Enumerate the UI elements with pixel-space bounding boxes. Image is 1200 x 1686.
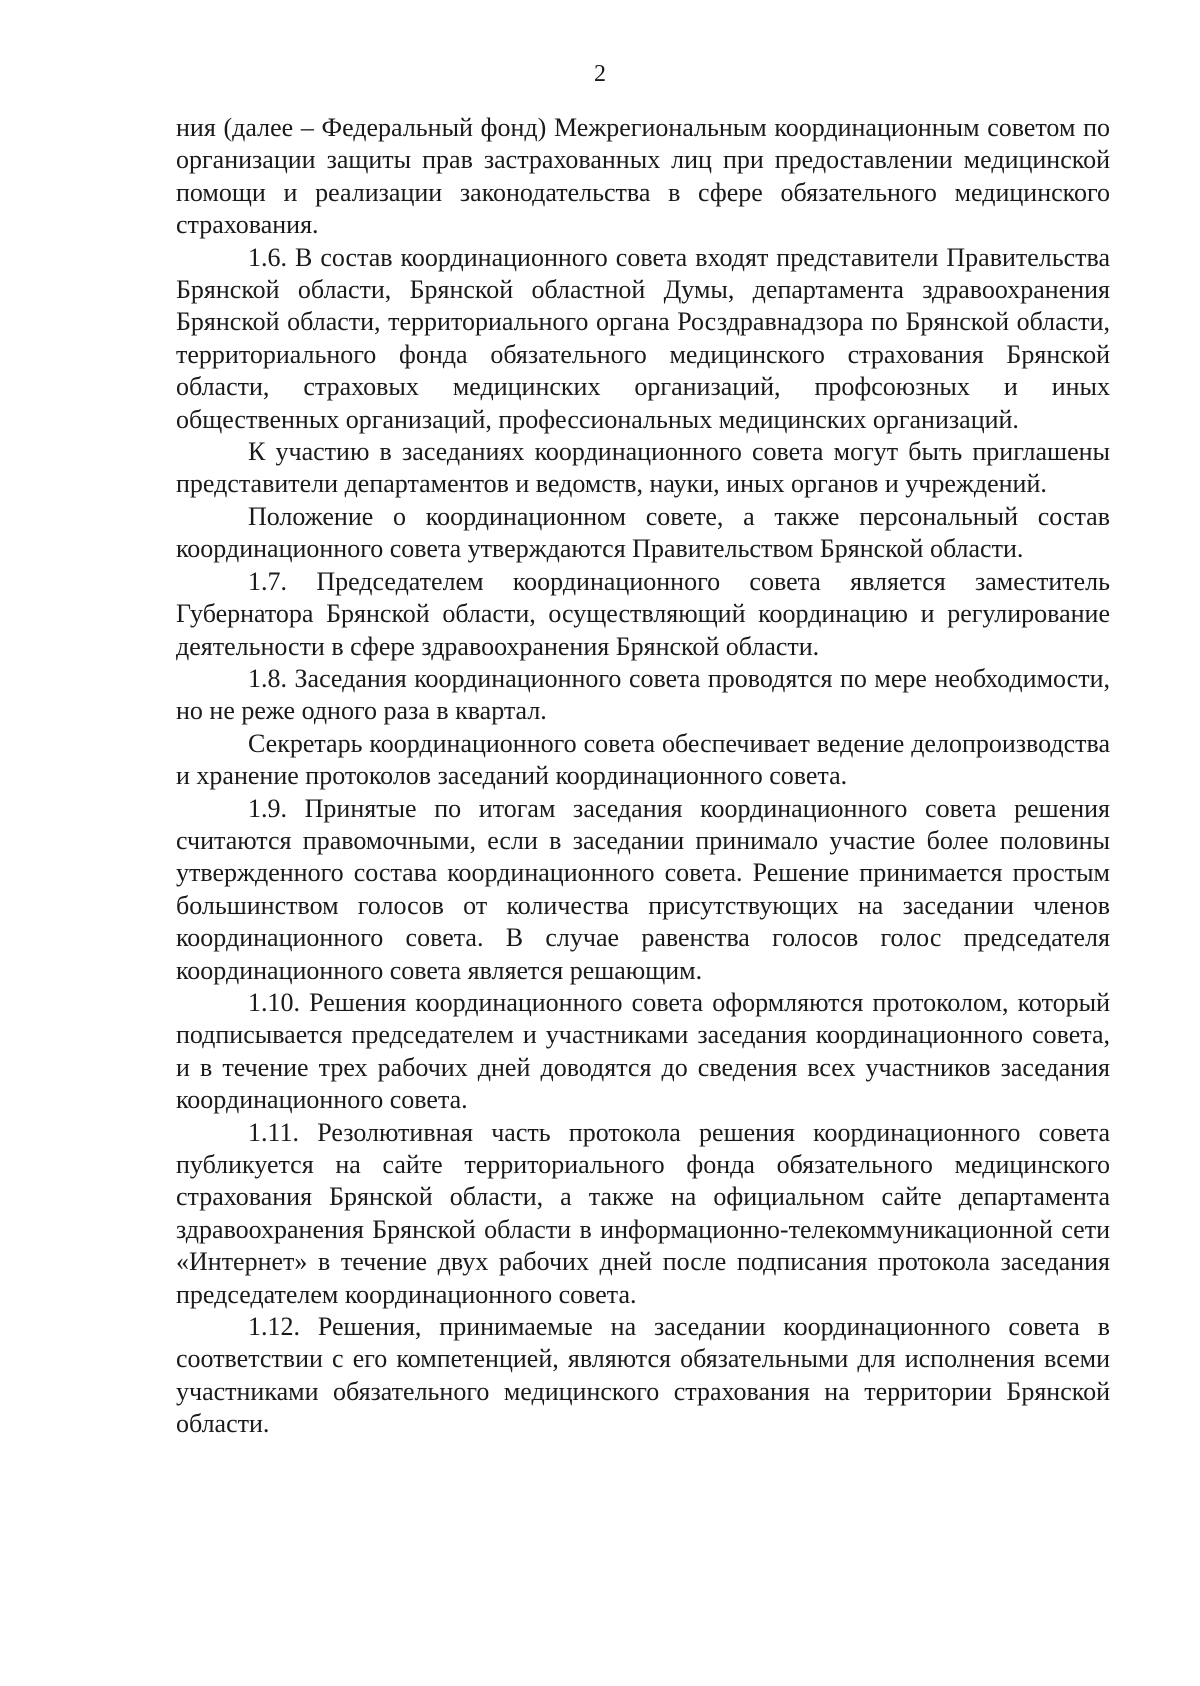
paragraph-1-6: 1.6. В состав координационного совета входят представители Правительства Брянской области, Брянской областной Думы, департамента здравоохранения Брянской области, территориального органа Росздравнадзора по Брянской области, территориального фонда обязательного медицинского страхования Брянской области, страховых медицинских организаций, профсоюзных и иных общественных организаций, профессиональных медицинских организаций. — [176, 242, 1110, 434]
paragraph-1-12: 1.12. Решения, принимаемые на заседании координационного совета в соответствии с его компетенцией, являются обязательными для исполнения всеми участниками обязательного медицинского страхования на территории Брянской области. — [176, 1312, 1110, 1439]
document-body — [176, 112, 1110, 1441]
paragraph-continuation: ния (далее – Федеральный фонд) Межрегиональным координационным советом по организации защиты прав застрахованных лиц при предоставлении медицинской помощи и реализации законодательства в сфере обязательного медицинского страхования. — [176, 113, 1110, 240]
paragraph-secretary: Секретарь координационного совета обеспечивает ведение делопроизводства и хранение протоколов заседаний координационного совета. — [176, 728, 1110, 791]
paragraph-invited-participants: К участию в заседаниях координационного совета могут быть приглашены представители департаментов и ведомств, науки, иных органов и учреждений. — [176, 437, 1110, 499]
paragraph-regulation: Положение о координационном совете, а также персональный состав координационного совета утверждаются Правительством Брянской области. — [176, 501, 1110, 564]
paragraph-1-10: 1.10. Решения координационного совета оформляются протоколом, который подписывается председателем и участниками заседания координационного совета, и в течение трех рабочих дней доводятся до сведения всех участников заседания координационного совета. — [176, 987, 1110, 1115]
paragraph-1-9: 1.9. Принятые по итогам заседания координационного совета решения считаются правомочными, если в заседании принимало участие более половины утвержденного состава координационного совета. Решение принимается простым большинством голосов от количества присутствующих на заседании членов координационного совета. В случае равенства голосов голос председателя координационного совета является решающим. — [176, 793, 1110, 985]
page-number: 2 — [594, 61, 606, 87]
paragraph-1-7: 1.7. Председателем координационного совета является заместитель Губернатора Брянской области, осуществляющий координацию и регулирование деятельности в сфере здравоохранения Брянской области. — [176, 566, 1110, 661]
paragraph-1-8: 1.8. Заседания координационного совета проводятся по мере необходимости, но не реже одного раза в квартал. — [176, 663, 1110, 726]
paragraph-1-11: 1.11. Резолютивная часть протокола решения координационного совета публикуется на сайте территориального фонда обязательного медицинского страхования Брянской области, а также на официальном сайте департамента здравоохранения Брянской области в информационно-телекоммуникационной сети «Интернет» в течение двух рабочих дней после подписания протокола заседания председателем координационного совета. — [176, 1117, 1110, 1309]
